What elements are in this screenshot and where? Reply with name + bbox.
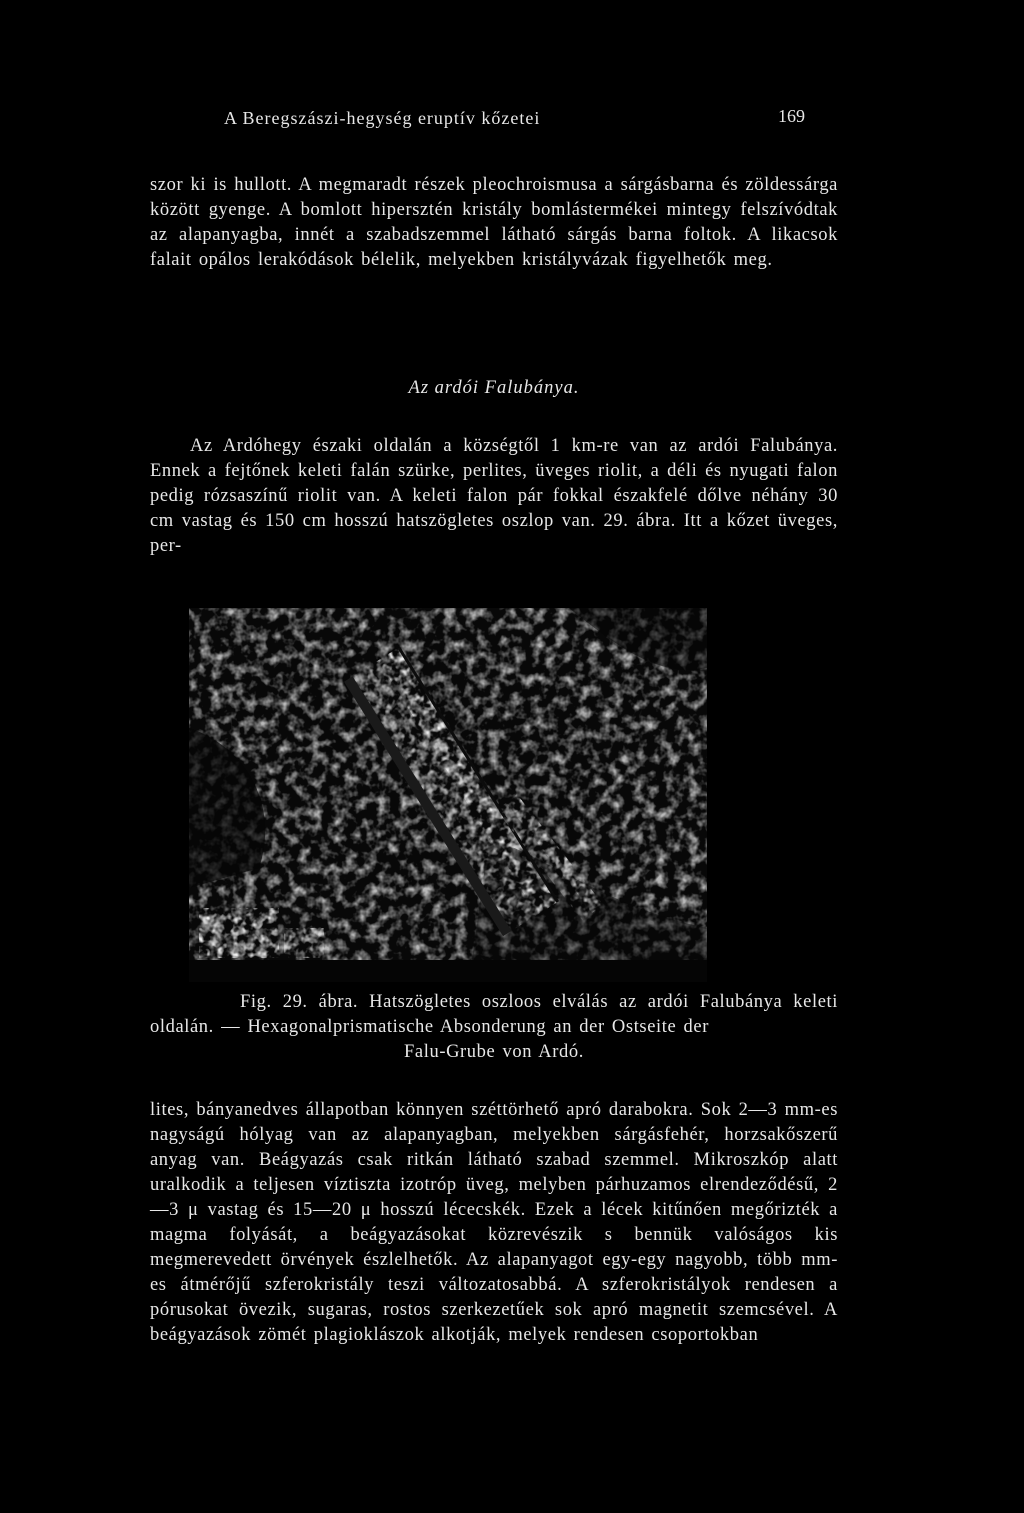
caption-german-line-1: — Hexagonalprismatische Absonderung an der Ostseite der [221, 1017, 709, 1037]
figure-caption [150, 990, 838, 1065]
caption-german-line-2: Falu-Grube von Ardó. [404, 1042, 584, 1062]
page-number: 169 [778, 106, 805, 126]
paragraph-3: lites, bányanedves állapotban könnyen széttörhető apró darabokra. Sok 2—3 mm-es nagyságú hólyag van az alapanyagban, melyekben sárgásfehér, horzsakőszerű anyag van. Beágyazás csak ritkán látható szabad szemmel. Mikroszkóp alatt uralkodik a teljesen víztiszta izotróp üveg, melyben párhuzamos elrendeződésű, 2—3 μ vastag és 15—20 μ hosszú lécecskék. Ezek a lécek kitűnően megőrizték a magma folyását, a beágyazásokat közrevészik s bennük valóságos kis megmerevedett örvények észlelhetők. Az alapanyagot egy-egy nagyobb, több mm-es átmérőjű szferokristály teszi változatosabbá. A szferokristályok rendesen a pórusokat övezik, sugaras, rostos szerkezetűek sok apró magnetit szemcsével. A beágyazások zömét plagioklászok alkotják, melyek rendesen csoportokban [150, 1100, 838, 1345]
caption-figure-number: Fig. 29. ábra. [240, 992, 359, 1012]
paragraph-1: szor ki is hullott. A megmaradt részek pleochroismusa a sárgásbarna és zöldessárga között gyenge. A bomlott hipersztén kristály bomlástermékei mintegy felszívódtak az alapanyagba, innét a szabadszemmel látható sárgás barna foltok. A likacsok falait opálos lerakódások bélelik, melyekben kristályvázak figyelhetők meg. [150, 175, 838, 270]
caption-hungarian: Hatszögletes oszloos elválás az ardói Falubánya keleti oldalán. [150, 992, 838, 1037]
paragraph-2: Az Ardóhegy északi oldalán a községtől 1 km-re van az ardói Falubánya. Ennek a fejtőnek keleti falán szürke, perlites, üveges riolit, a déli és nyugati falon pedig rózsaszínű riolit van. A keleti falon pár fokkal északfelé dőlve néhány 30 cm vastag és 150 cm hosszú hatszögletes oszlop van. 29. ábra. Itt a kőzet üveges, per- [150, 436, 838, 556]
section-subheading: Az ardói Falubánya. [408, 378, 580, 398]
rock-columns-photo [189, 608, 707, 982]
figure-photo-hexagonal-columns [189, 608, 707, 982]
running-header: A Beregszászi-hegység eruptív kőzetei [224, 108, 541, 128]
